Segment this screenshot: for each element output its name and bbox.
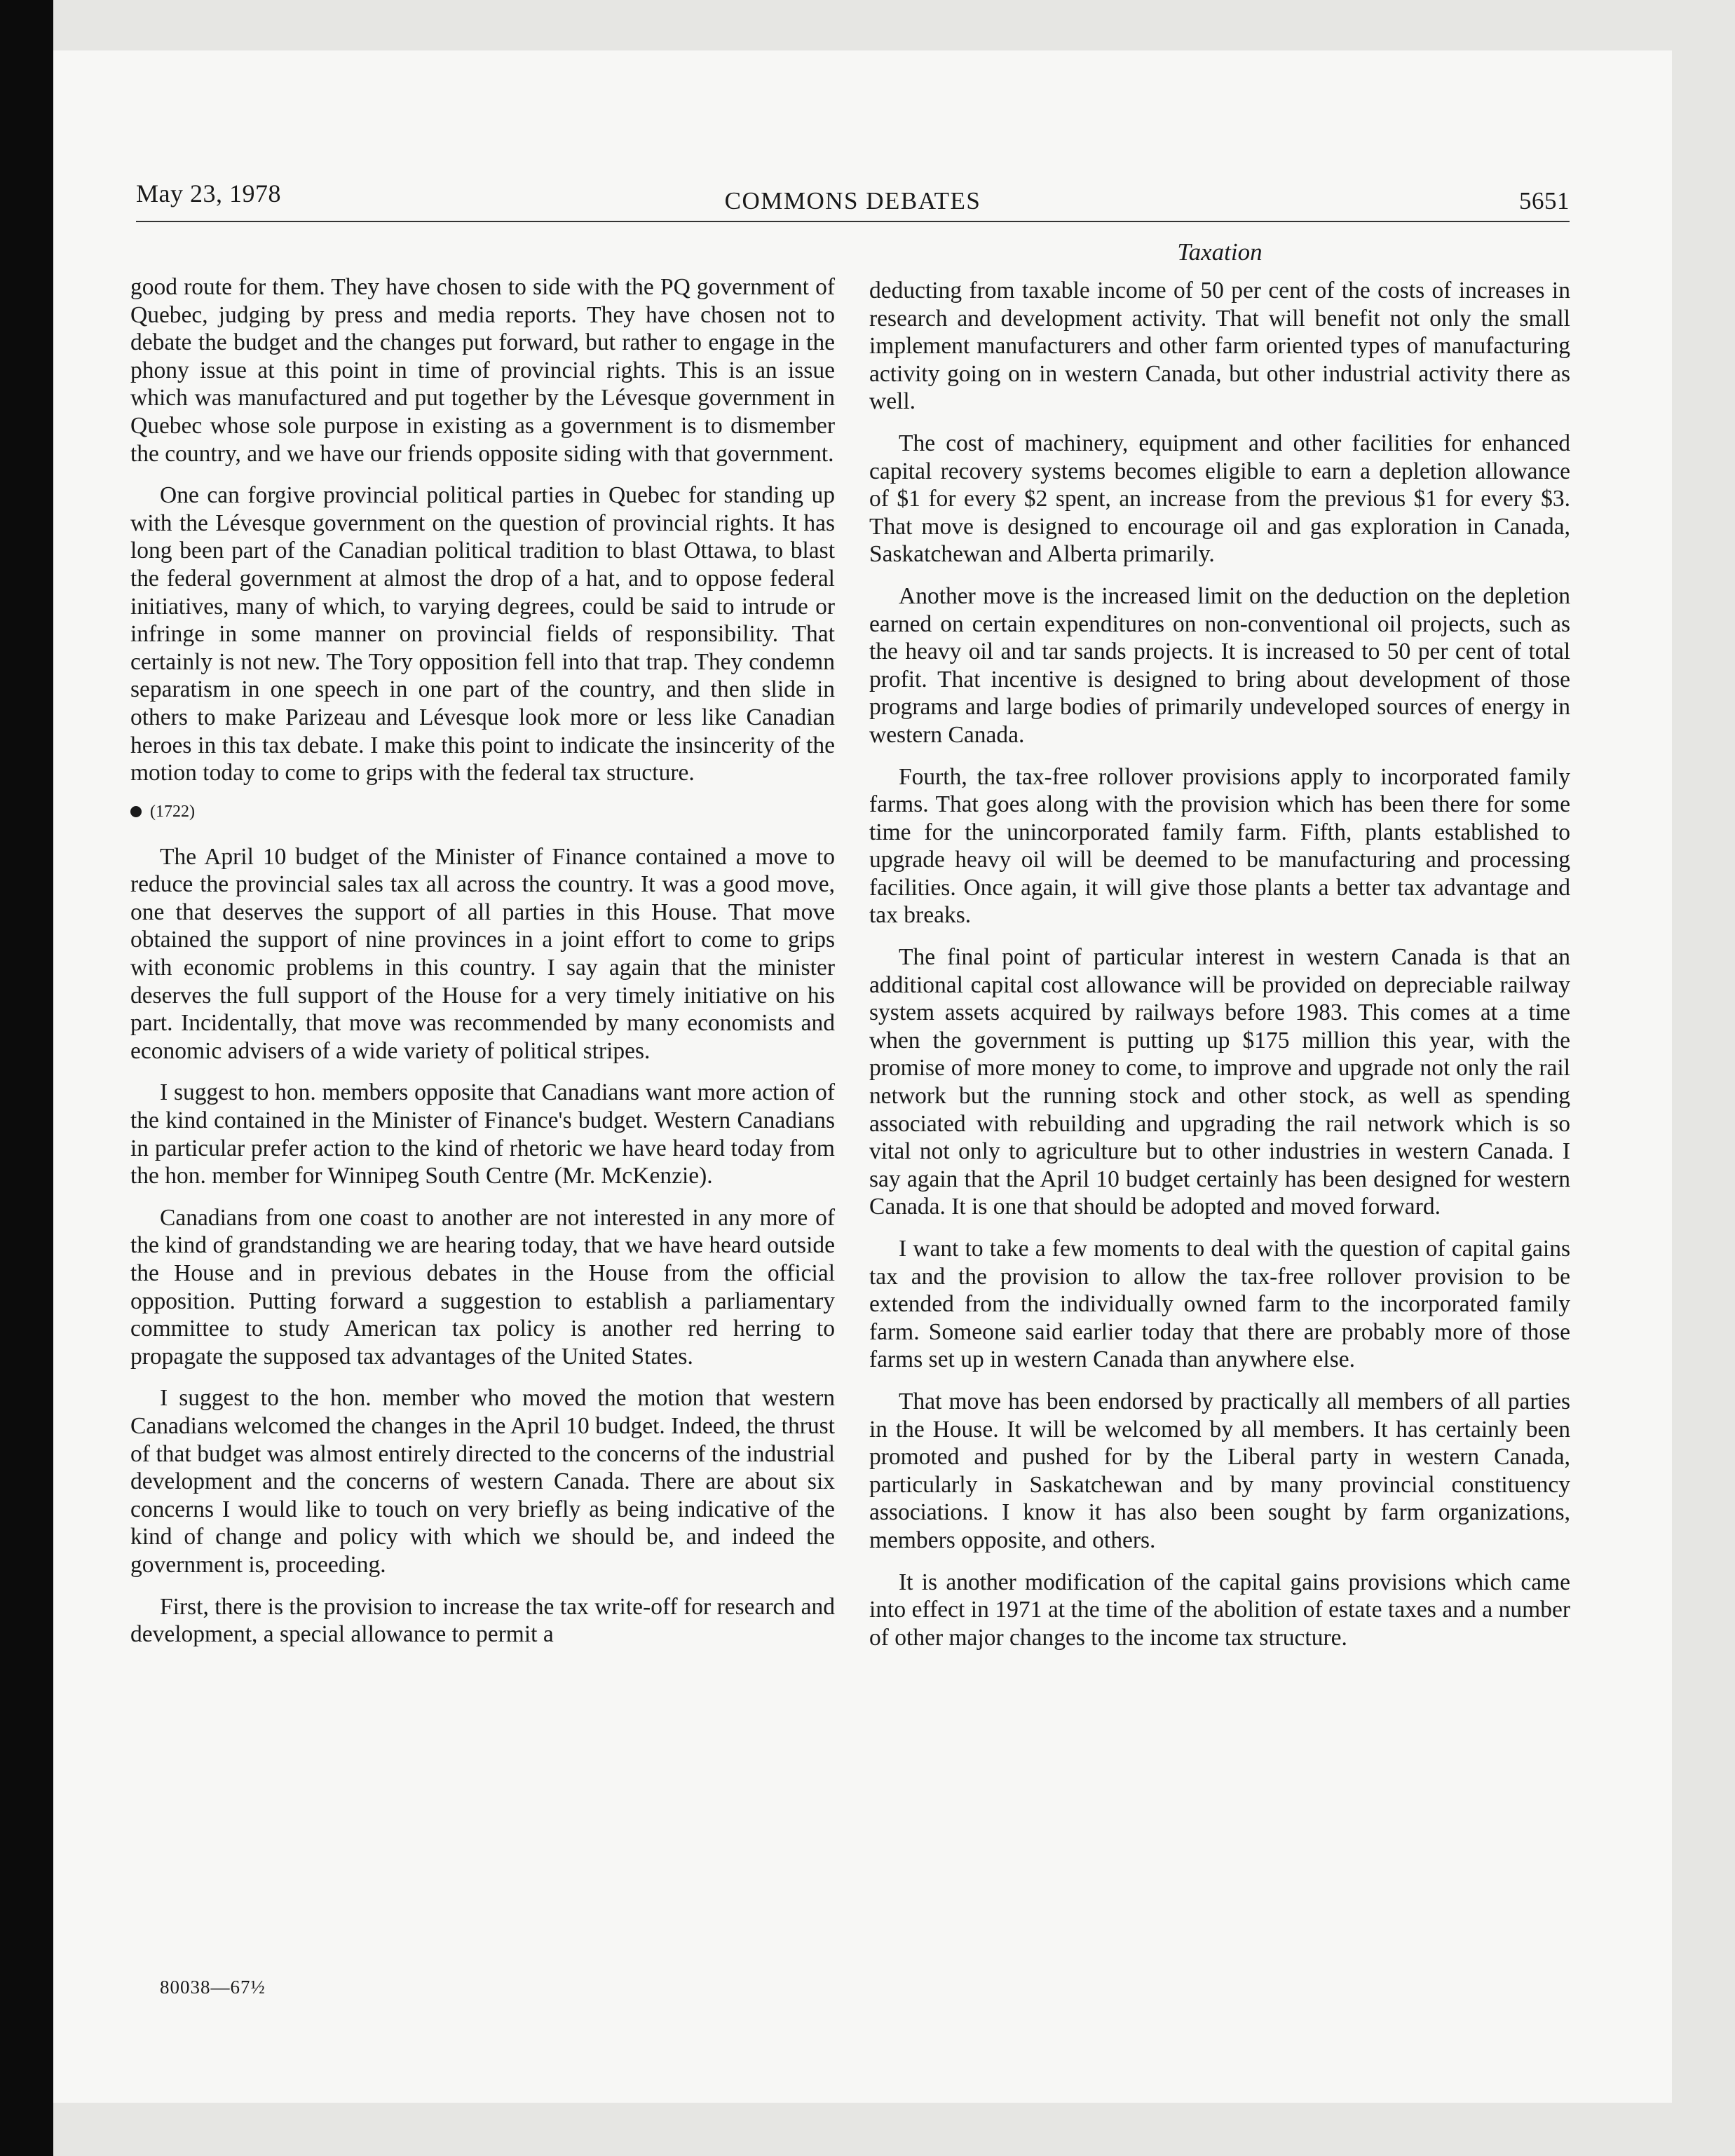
running-head-topic: Taxation xyxy=(1177,238,1263,266)
scan-border-right xyxy=(1672,50,1735,2103)
paragraph: I want to take a few moments to deal with the question of capital gains tax and the provision to allow the tax-free rollover provision to be extended from the individually owned farm to the incorporated family farm. Someone said earlier today that there are probably more of those farms set up in western Canada than anywhere else. xyxy=(869,1236,1570,1373)
page-header xyxy=(136,179,1570,222)
bullet-dot-icon xyxy=(130,806,142,817)
scan-border-bottom xyxy=(53,2103,1735,2156)
right-column xyxy=(869,277,1570,1665)
paragraph: Another move is the increased limit on the deduction on the depletion earned on certain expenditures on non-conventional oil projects, such as the heavy oil and tar sands projects. It is increased to 50 per cent of total profit. That incentive is designed to bring about development of those programs and large bodies of primarily undeveloped sources of energy in western Canada. xyxy=(869,582,1570,748)
paragraph: The cost of machinery, equipment and other facilities for enhanced capital recovery systems becomes eligible to earn a depletion allowance of $1 for every $2 spent, an increase from the previous $1 for every $3. That move is designed to encourage oil and gas exploration in Canada, Saskatchewan and Alberta primarily. xyxy=(869,430,1570,568)
printing-code: 80038—67½ xyxy=(160,1977,266,1998)
header-publication-title: COMMONS DEBATES xyxy=(724,187,981,214)
paragraph: That move has been endorsed by practically all members of all parties in the House. It will be welcomed by all members. It has certainly been promoted and pushed for by the Liberal party in western Canada, particularly in Saskatchewan and by many provincial constituency associations. I know it has also been sought by farm organizations, members opposite, and others. xyxy=(869,1388,1570,1553)
header-date: May 23, 1978 xyxy=(136,179,281,207)
scan-border-left xyxy=(0,0,53,2156)
paragraph: good route for them. They have chosen to side with the PQ government of Quebec, judging by press and media reports. They have chosen not to debate the budget and the changes put forward, but rather to engage in the phony issue at this point in time of provincial rights. This is an issue which was manufactured and put together by the Lévesque government in Quebec whose sole purpose in existing as a government is to dismember the country, and we have our friends opposite siding with that government. xyxy=(130,274,835,467)
time-marker xyxy=(130,801,835,822)
left-column xyxy=(130,273,835,1663)
paragraph: One can forgive provincial political parties in Quebec for standing up with the Lévesque government on the question of provincial rights. It has long been part of the Canadian political tradition to blast Ottawa, to blast the federal government at almost the drop of a hat, and to oppose federal initiatives, many of which, to varying degrees, could be said to intrude or infringe in some manner on provincial fields of responsibility. That certainly is not new. The Tory opposition fell into that trap. They condemn separatism in one speech in one part of the country, and then slide in others to make Parizeau and Lévesque look more or less like Canadian heroes in this tax debate. I make this point to indicate the insincerity of the motion today to come to grips with the federal tax structure. xyxy=(130,482,835,786)
paragraph: I suggest to the hon. member who moved the motion that western Canadians welcomed the changes in the April 10 budget. Indeed, the thrust of that budget was almost entirely directed to the concerns of the industrial development and the concerns of western Canada. There are about six concerns I would like to touch on very briefly as being indicative of the kind of change and policy with which we should be, and indeed the government is, proceeding. xyxy=(130,1385,835,1578)
time-marker-label: (1722) xyxy=(150,802,195,821)
paragraph: First, there is the provision to increase the tax write-off for research and development, a special allowance to permit a xyxy=(130,1593,835,1648)
scan-border-top xyxy=(53,0,1735,50)
paragraph: The final point of particular interest in western Canada is that an additional capital cost allowance will be provided on depreciable railway system assets acquired by railways before 1983. This comes at a time when the government is putting up $175 million this year, with the promise of more money to come, to improve and upgrade not only the rail network but the running stock and other stock, as well as spending associated with rebuilding and upgrading the rail network which is so vital not only to agriculture but to other industries in western Canada. I say again that the April 10 budget certainly has been designed for western Canada. It is one that should be adopted and moved forward. xyxy=(869,944,1570,1220)
paragraph: I suggest to hon. members opposite that Canadians want more action of the kind contained in the Minister of Finance's budget. Western Canadians in particular prefer action to the kind of rhetoric we have heard today from the hon. member for Winnipeg South Centre (Mr. McKenzie). xyxy=(130,1079,835,1189)
header-page-number: 5651 xyxy=(1519,187,1570,214)
paragraph: Fourth, the tax-free rollover provisions apply to incorporated family farms. That goes along with the provision which has been there for some time for the unincorporated family farm. Fifth, plants established to upgrade heavy oil will be deemed to be manufacturing and processing facilities. Once again, it will give those plants a better tax advantage and tax breaks. xyxy=(869,763,1570,929)
paragraph: Canadians from one coast to another are not interested in any more of the kind of grandstanding we are hearing today, that we have heard outside the House and in previous debates in the House from the official opposition. Putting forward a suggestion to establish a parliamentary committee to study American tax policy is another red herring to propagate the supposed tax advantages of the United States. xyxy=(130,1204,835,1370)
paragraph: deducting from taxable income of 50 per cent of the costs of increases in research and development activity. That will benefit not only the small implement manufacturers and other farm oriented types of manufacturing activity going on in western Canada, but other industrial activity there as well. xyxy=(869,278,1570,415)
paragraph: The April 10 budget of the Minister of Finance contained a move to reduce the provincial sales tax all across the country. It was a good move, one that deserves the support of all parties in this House. That move obtained the support of nine provinces in a joint effort to come to grips with economic problems in this country. I say again that the minister deserves the full support of the House for a very timely initiative on his part. Incidentally, that move was recommended by many economists and economic advisers of a wide variety of political stripes. xyxy=(130,843,835,1064)
paragraph: It is another modification of the capital gains provisions which came into effect in 1971 at the time of the abolition of estate taxes and a number of other major changes to the income tax structure. xyxy=(869,1569,1570,1651)
